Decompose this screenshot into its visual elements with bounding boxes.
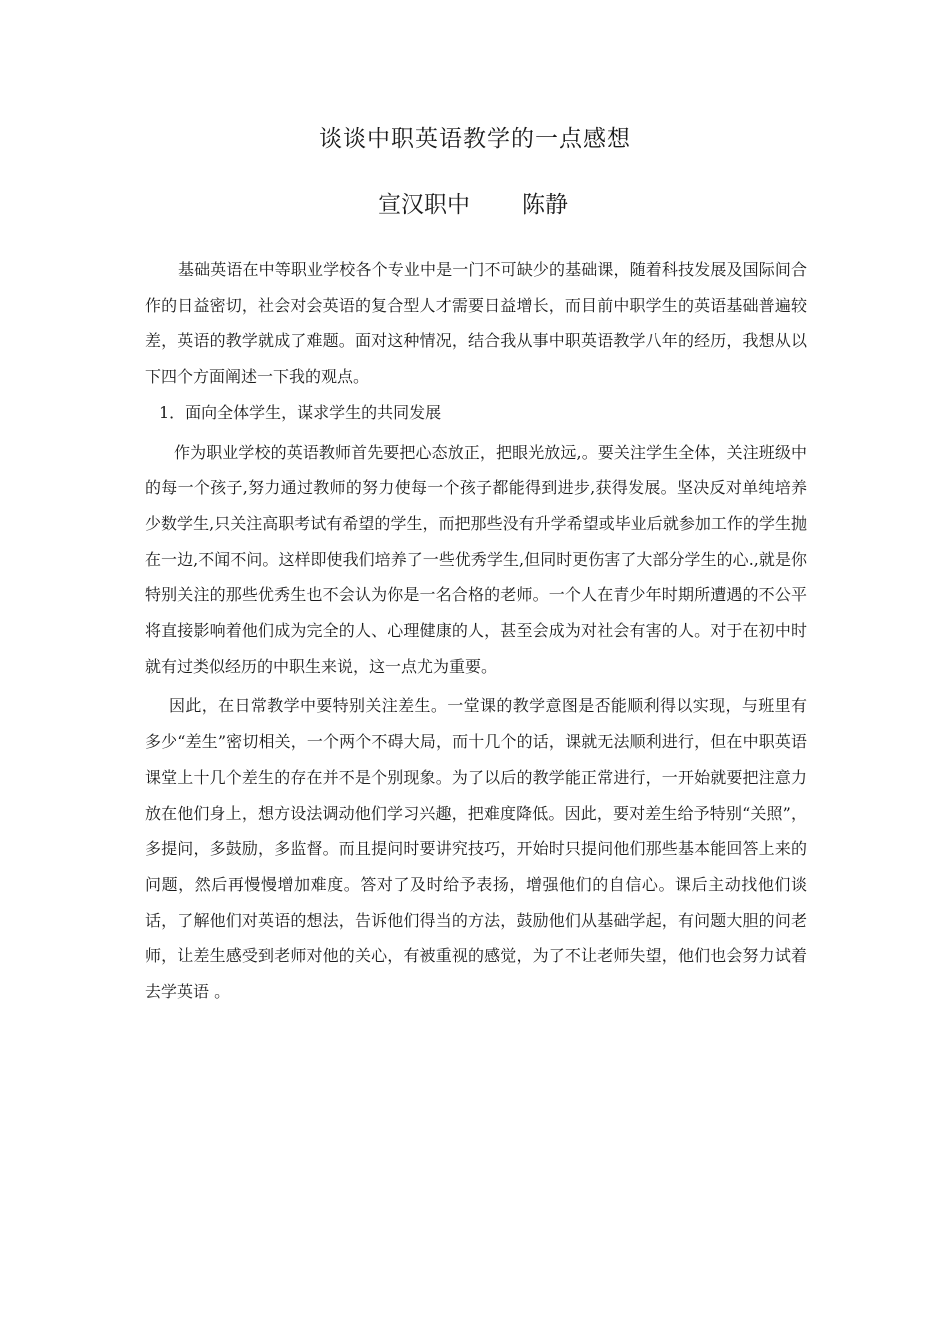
document-title: 谈谈中职英语教学的一点感想 [319,126,631,152]
section-heading: 1．面向全体学生，谋求学生的共同发展 [159,402,442,422]
author-name: 陈静 [522,192,568,218]
author-school: 宣汉职中 [378,192,470,218]
paragraph-body: 因此，在日常教学中要特别关注差生。一堂课的教学意图是否能顺利得以实现，与班里有多少“差生”密切相关，一个两个不碍大局，而十几个的话，课就无法顺利进行，但在中职英语课堂上十几个差生的存在并不是个别现象。为了以后的教学能正常进行，一开始就要把注意力放在他们身上，想方设法调动他们学习兴趣，把难度降低。因此，要对差生给予特别“关照”，多提问，多鼓励，多监督。而且提问时要讲究技巧，开始时只提问他们那些基本能回答上来的问题，然后再慢慢增加难度。答对了及时给予表扬，增强他们的自信心。课后主动找他们谈话，了解他们对英语的想法，告诉他们得当的方法，鼓励他们从基础学起，有问题大胆的问老师，让差生感受到老师对他的关心，有被重视的感觉，为了不让老师失望，他们也会努力试着去学英语 。 [145,696,807,1002]
document-body [145,252,807,1010]
byline [378,186,568,219]
paragraph-body: 作为职业学校的英语教师首先要把心态放正，把眼光放远,。要关注学生全体，关注班级中的每一个孩子,努力通过教师的努力使每一个孩子都能得到进步,获得发展。坚决反对单纯培养少数学生,只关注高职考试有希望的学生，而把那些没有升学希望或毕业后就参加工作的学生抛在一边,不闻不问。这样即使我们培养了一些优秀学生,但同时更伤害了大部分学生的心.,就是你特别关注的那些优秀生也不会认为你是一名合格的老师。一个人在青少年时期所遭遇的不公平将直接影响着他们成为完全的人、心理健康的人，甚至会成为对社会有害的人。对于在初中时就有过类似经历的中职生来说，这一点尤为重要。 [145,442,807,676]
paragraph-intro: 基础英语在中等职业学校各个专业中是一门不可缺少的基础课，随着科技发展及国际间合作的日益密切，社会对会英语的复合型人才需要日益增长，而目前中职学生的英语基础普遍较差，英语的教学就成了难题。面对这种情况，结合我从事中职英语教学八年的经历，我想从以下四个方面阐述一下我的观点。 [145,260,807,387]
